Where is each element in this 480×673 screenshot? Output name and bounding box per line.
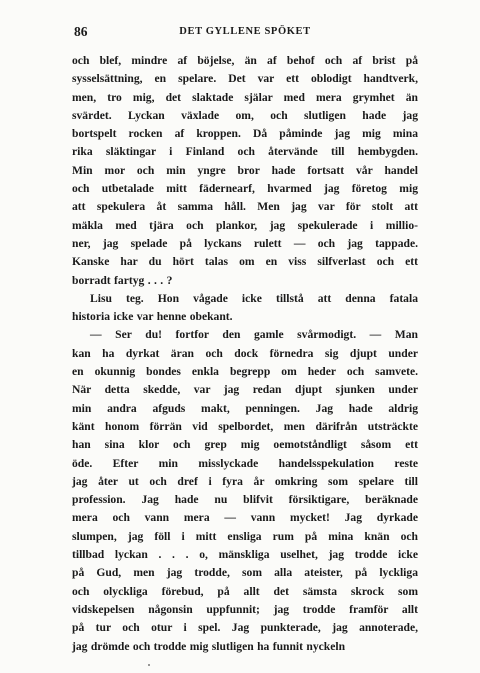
text-line: tillbad lyckan . . . o, mänskliga uselhet, jag trodde icke	[72, 548, 418, 562]
text-line: mäkla med tjära och plankor, jag spekulerade i millio-	[72, 218, 418, 232]
paragraph	[72, 52, 418, 290]
text-line: bortspelt rocken af kroppen. Då påminde jag mig mina	[72, 127, 418, 141]
body-text	[72, 52, 418, 656]
text-line: och olyckliga förebud, på allt det sämsta skrock som	[72, 584, 418, 598]
paragraph	[72, 326, 418, 655]
text-line: profession. Jag hade nu blifvit försiktigare, beräknade	[72, 493, 418, 507]
text-line: rika släktingar i Finland och återvände till hembygden.	[72, 145, 418, 159]
paragraph	[72, 290, 418, 327]
text-line: Kanske har du hört talas om en viss silfverlast och ett	[72, 255, 418, 269]
text-line: han sina klor och grep mig oemotståndligt såsom ett	[72, 438, 418, 452]
text-line: slumpen, jag föll i mitt ensliga rum på mina knän och	[72, 529, 418, 543]
running-header	[72, 24, 418, 44]
text-line: på Gud, men jag trodde, som alla ateister, på lyckliga	[72, 566, 418, 580]
page-speck	[148, 664, 150, 666]
text-line: och utbetalade mitt fädernearf, hvarmed jag företog mig	[72, 182, 418, 196]
text-line: känt honom förrän vid spelbordet, men därifrån utsträckte	[72, 419, 418, 433]
text-line: vidskepelsen någonsin uppfunnit; jag trodde framför allt	[72, 602, 418, 616]
text-line: men, tro mig, det slaktade själar med mera grymhet än	[72, 90, 418, 104]
text-line: en okunnig bondes enkla begrepp om heder och samvete.	[72, 365, 418, 379]
text-line: historia icke var henne obekant.	[72, 310, 233, 324]
text-line: jag åter ut och dref i fyra år omkring som spelare till	[72, 474, 418, 488]
text-line: och blef, mindre af böjelse, än af behof och af brist på	[72, 54, 418, 67]
text-line: ner, jag spelade på lyckans rulett — och jag tappade.	[72, 236, 418, 250]
text-line: att spekulera åt samma håll. Men jag var för stolt att	[72, 200, 418, 214]
book-page	[72, 24, 418, 656]
text-line: öde. Efter min misslyckade handelsspekulation reste	[72, 456, 418, 470]
text-line: Min mor och min yngre bror hade fortsatt vår handel	[72, 163, 418, 177]
text-line: min andra afguds makt, penningen. Jag hade aldrig	[72, 401, 418, 415]
text-line: på tur och otur i spel. Jag punkterade, jag annoterade,	[72, 621, 418, 635]
text-line: borradt fartyg . . . ?	[72, 273, 173, 287]
text-line: Lisu teg. Hon vågade icke tillstå att denna fatala	[90, 291, 418, 305]
text-line: — Ser du! fortfor den gamle svårmodigt. — Man	[90, 328, 418, 342]
text-line: jag drömde och trodde mig slutligen ha funnit nyckeln	[72, 639, 346, 653]
text-line: När detta skedde, var jag redan djupt sjunken under	[72, 383, 418, 397]
page-number: 86	[74, 24, 88, 39]
text-line: kan ha dyrkat äran och dock förnedra sig djupt under	[72, 346, 418, 360]
text-line: mera och vann mera — vann mycket! Jag dyrkade	[72, 511, 418, 525]
text-line: svärdet. Lyckan växlade om, och slutligen hade jag	[72, 108, 418, 122]
text-line: sysselsättning, en spelare. Det var ett oblodigt handtverk,	[72, 72, 418, 86]
running-title: DET GYLLENE SPÖKET	[179, 26, 311, 37]
